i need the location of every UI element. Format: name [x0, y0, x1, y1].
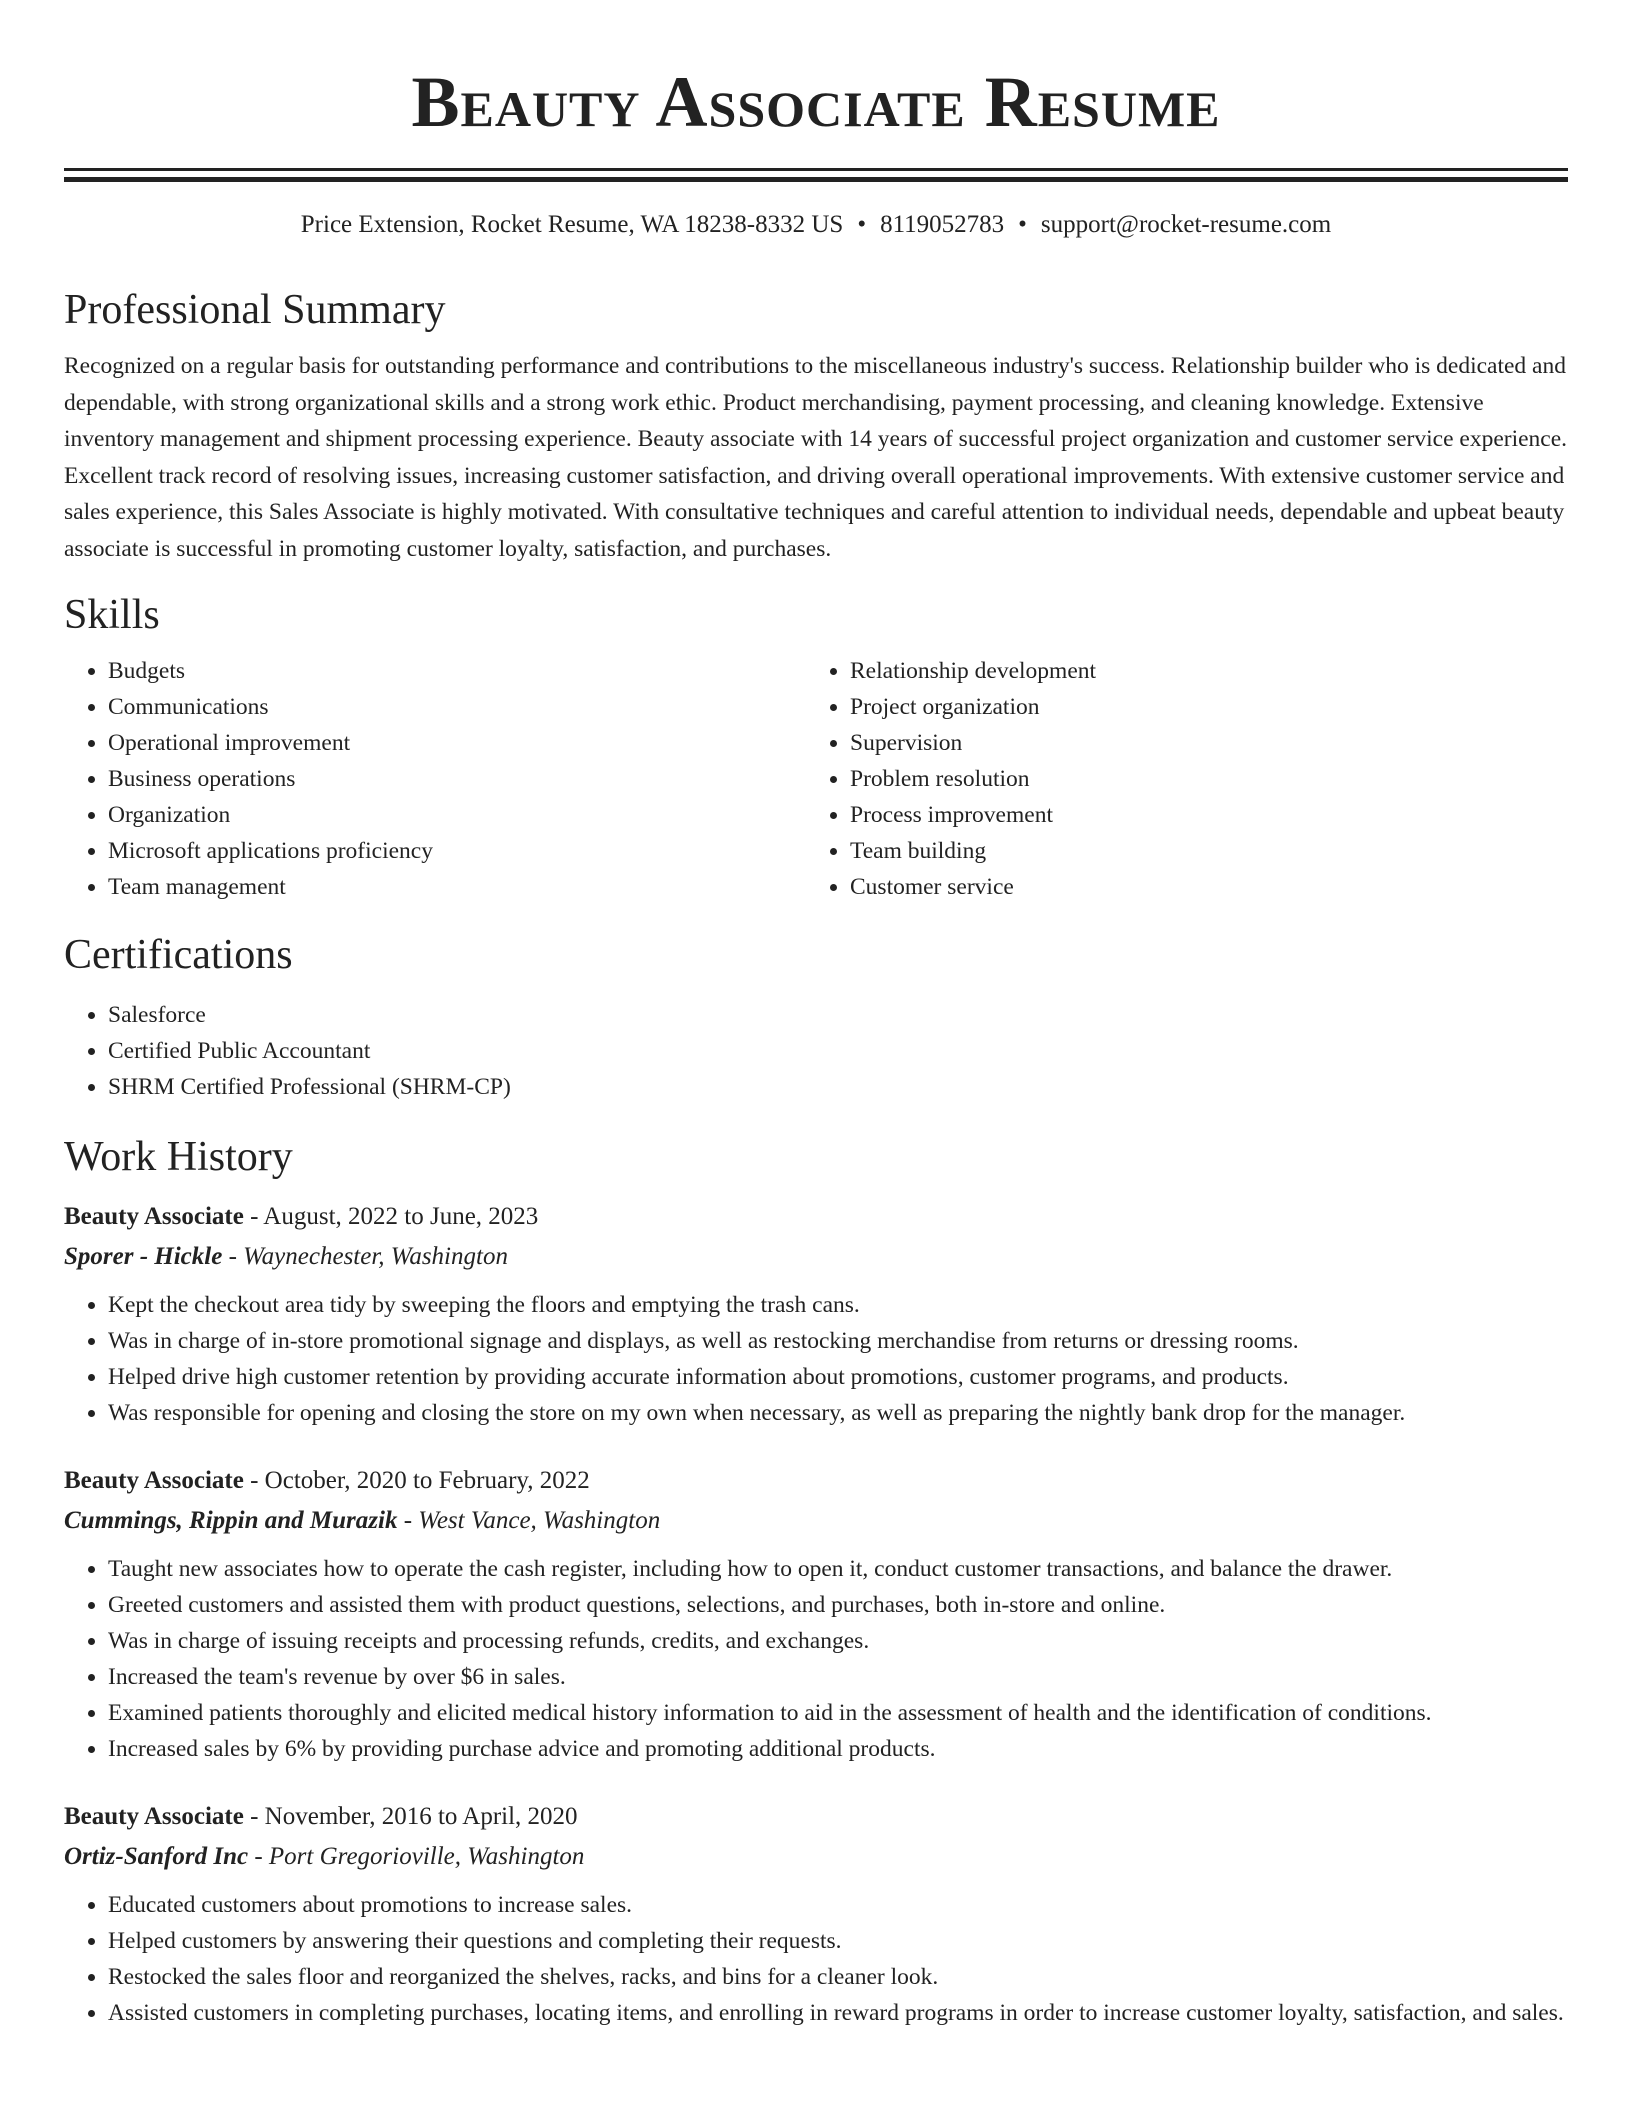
- skill-item: • Team building: [850, 833, 1548, 869]
- contact-phone: 8119052783: [880, 211, 1005, 238]
- job-bullet: • Increased the team's revenue by over $6 in sales.: [108, 1659, 1568, 1695]
- skill-item: • Microsoft applications proficiency: [108, 833, 806, 869]
- job-title-line: [64, 1797, 1568, 1837]
- job-bullet: • Was in charge of issuing receipts and processing refunds, credits, and exchanges.: [108, 1623, 1568, 1659]
- job-title: Beauty Associate: [64, 1203, 244, 1230]
- contact-line: [64, 208, 1568, 242]
- skill-item: • Communications: [108, 689, 806, 725]
- job-company: Cummings, Rippin and Murazik: [64, 1507, 398, 1534]
- job-bullet: • Kept the checkout area tidy by sweeping the floors and emptying the trash cans.: [108, 1287, 1568, 1323]
- job-company-line: [64, 1501, 1568, 1541]
- job-dates: - November, 2016 to April, 2020: [243, 1803, 578, 1830]
- skill-item: • Relationship development: [850, 653, 1548, 689]
- skill-item: • Project organization: [850, 689, 1548, 725]
- certifications-heading: Certifications: [64, 932, 293, 978]
- certification-item: • Salesforce: [108, 997, 1568, 1033]
- skill-item: • Problem resolution: [850, 761, 1548, 797]
- resume-page: [64, 0, 1568, 2031]
- job-title-line: [64, 1197, 1568, 1237]
- skills-list-left: [64, 653, 806, 905]
- job-bullet: • Restocked the sales floor and reorganized the shelves, racks, and bins for a cleaner look.: [108, 1959, 1568, 1995]
- skill-item: • Customer service: [850, 869, 1548, 905]
- skills-list-right: [806, 653, 1548, 905]
- job-title-line: [64, 1461, 1568, 1501]
- skill-item: • Supervision: [850, 725, 1548, 761]
- skill-item: • Organization: [108, 797, 806, 833]
- skill-item: • Business operations: [108, 761, 806, 797]
- skills-heading: Skills: [64, 592, 160, 638]
- certifications-list: [64, 997, 1568, 1105]
- job-dates: - October, 2020 to February, 2022: [243, 1467, 590, 1494]
- job-bullet: • Assisted customers in completing purchases, locating items, and enrolling in reward programs in order to increase customer loyalty, satisfaction, and sales.: [108, 1995, 1568, 2031]
- skill-item: • Team management: [108, 869, 806, 905]
- contact-separator: •: [857, 211, 867, 238]
- job-bullet: • Was in charge of in-store promotional signage and displays, as well as restocking merchandise from returns or dressing rooms.: [108, 1323, 1568, 1359]
- skill-item: • Operational improvement: [108, 725, 806, 761]
- job-dates: - August, 2022 to June, 2023: [243, 1203, 539, 1230]
- job-bullet: • Educated customers about promotions to increase sales.: [108, 1887, 1568, 1923]
- job-entry: [64, 1197, 1568, 1431]
- job-entry: [64, 1797, 1568, 2031]
- work-history-heading: Work History: [64, 1134, 293, 1180]
- skills-columns: [64, 653, 1568, 905]
- job-company: Sporer - Hickle: [64, 1243, 223, 1270]
- job-title: Beauty Associate: [64, 1803, 244, 1830]
- certification-item: • Certified Public Accountant: [108, 1033, 1568, 1069]
- job-bullets: [64, 1287, 1568, 1431]
- contact-separator: •: [1018, 211, 1027, 238]
- summary-text: Recognized on a regular basis for outstanding performance and contributions to the miscellaneous industry's success. Relationship builder who is dedicated and dependable, with strong organizational skills and a strong work ethic. Product merchandising, payment processing, and cleaning knowledge. Extensive inventory management and shipment processing experience. Beauty associate with 14 years of successful project organization and customer service experience. Excellent track record of resolving issues, increasing customer satisfaction, and driving overall operational improvements. With extensive customer service and sales experience, this Sales Associate is highly motivated. With consultative techniques and careful attention to individual needs, dependable and upbeat beauty associate is successful in promoting customer loyalty, satisfaction, and purchases.: [64, 353, 1568, 562]
- job-company-line: [64, 1237, 1568, 1277]
- job-location: - West Vance, Washington: [397, 1507, 661, 1534]
- job-bullet: • Helped customers by answering their questions and completing their requests.: [108, 1923, 1568, 1959]
- job-title: Beauty Associate: [64, 1467, 244, 1494]
- job-bullet: • Increased sales by 6% by providing purchase advice and promoting additional products.: [108, 1731, 1568, 1767]
- title-rule-top: [64, 168, 1568, 171]
- job-bullets: [64, 1887, 1568, 2031]
- contact-address: Price Extension, Rocket Resume, WA 18238-8332 US: [300, 211, 844, 238]
- skill-item: • Process improvement: [850, 797, 1548, 833]
- job-company-line: [64, 1837, 1568, 1877]
- summary-heading: Professional Summary: [64, 287, 446, 333]
- skill-item: • Budgets: [108, 653, 806, 689]
- certification-item: • SHRM Certified Professional (SHRM-CP): [108, 1069, 1568, 1105]
- resume-title: Beauty Associate Resume: [411, 62, 1221, 142]
- job-company: Ortiz-Sanford Inc: [64, 1843, 249, 1870]
- job-entry: [64, 1461, 1568, 1767]
- title-rule-bottom: [64, 177, 1568, 182]
- job-bullet: • Was responsible for opening and closing the store on my own when necessary, as well as preparing the nightly bank drop for the manager.: [108, 1395, 1568, 1431]
- job-bullet: • Helped drive high customer retention by providing accurate information about promotions, customer programs, and products.: [108, 1359, 1568, 1395]
- job-bullet: • Examined patients thoroughly and elicited medical history information to aid in the assessment of health and the identification of conditions.: [108, 1695, 1568, 1731]
- job-bullets: [64, 1551, 1568, 1767]
- job-location: - Waynechester, Washington: [222, 1243, 508, 1270]
- job-bullet: • Greeted customers and assisted them with product questions, selections, and purchases, both in-store and online.: [108, 1587, 1568, 1623]
- contact-email: support@rocket-resume.com: [1040, 211, 1332, 238]
- job-bullet: • Taught new associates how to operate the cash register, including how to open it, conduct customer transactions, and balance the drawer.: [108, 1551, 1568, 1587]
- job-location: - Port Gregorioville, Washington: [248, 1843, 585, 1870]
